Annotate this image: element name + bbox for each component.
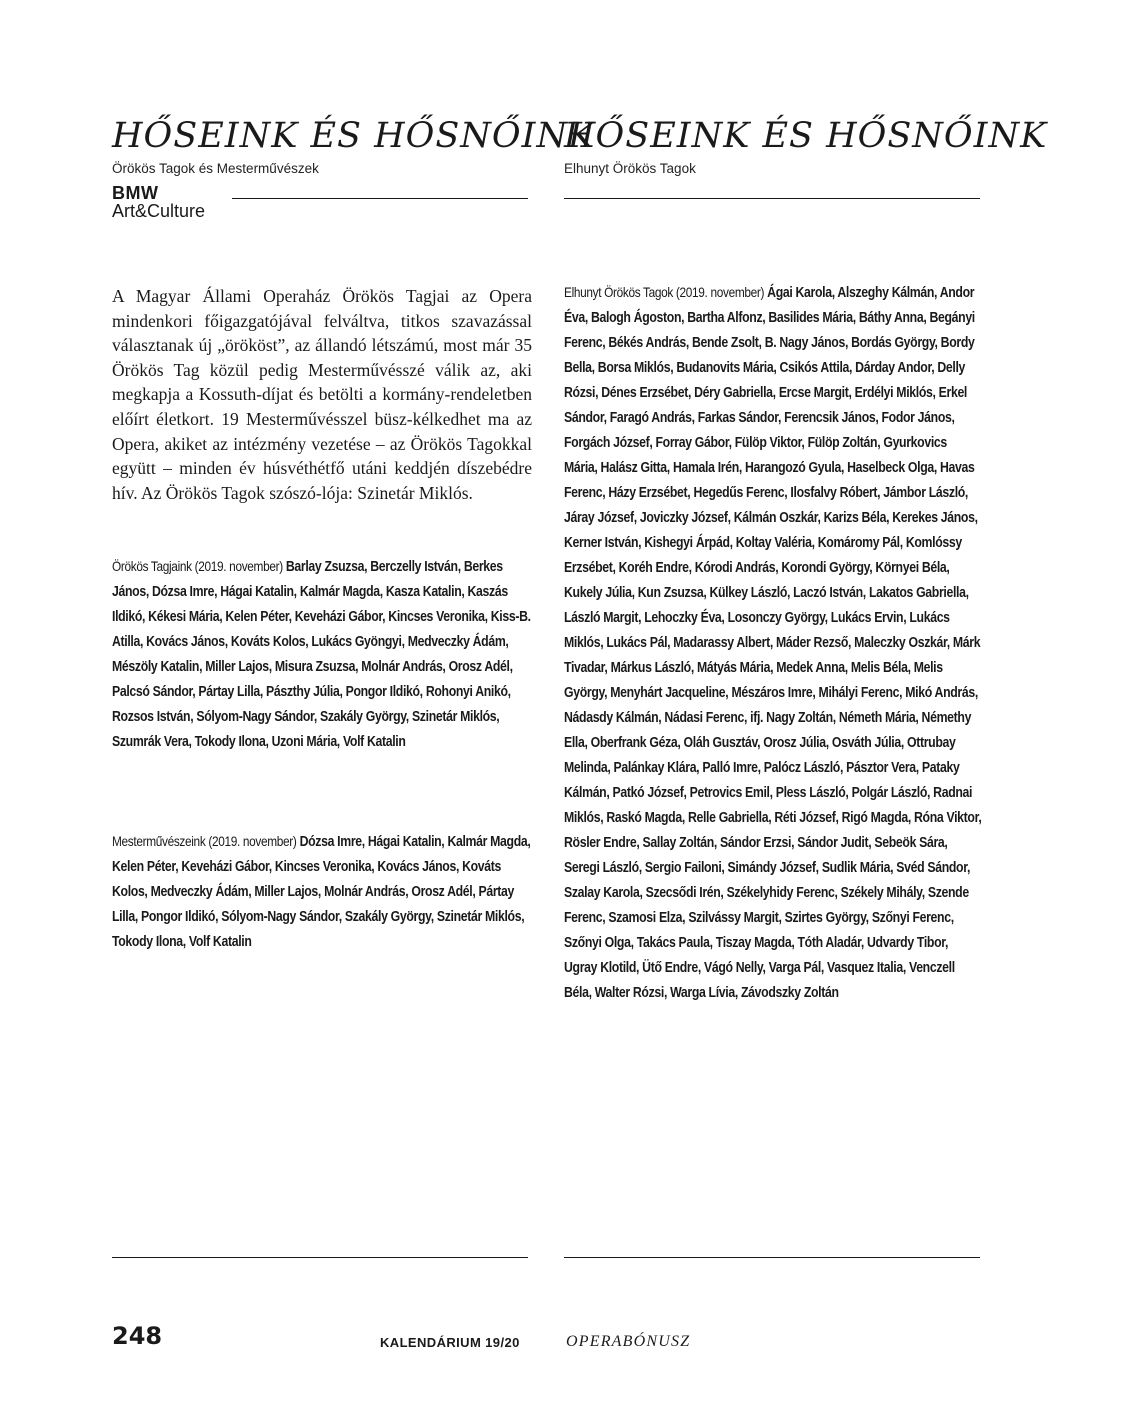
left-header-divider (232, 198, 528, 199)
left-page-subtitle: Örökös Tagok és Mesterművészek (112, 161, 319, 176)
bmw-art-culture-logo (112, 184, 205, 220)
brand-logo-top: BMW (112, 183, 159, 203)
left-page-title: HŐSEINK ÉS HŐSNŐINK (112, 116, 596, 156)
left-footer-divider (112, 1257, 528, 1258)
right-page-subtitle: Elhunyt Örökös Tagok (564, 161, 696, 176)
mesterművészek-list (112, 829, 533, 955)
intro-paragraph: A Magyar Állami Operaház Örökös Tagjai az Opera mindenkori főigazgatójával felváltva, titkos szavazással választanak új „örököst”, az állandó létszámú, most már 35 Örökös Tag közül pedig Mesterművésszé válik az, aki megkapja a Kossuth-díjat és betölti a kormány-rendeletben előírt életkort. 19 Mesterművésszel büsz-kélkedhet ma az Opera, akiket az intézmény vezetése – az Örökös Tagokkal együtt – minden év húsvéthétfő utáni keddjén díszebédre hív. Az Örökös Tagok szószó-lója: Szinetár Miklós. (112, 286, 532, 503)
oroku-tagok-list (112, 554, 533, 755)
right-column (564, 112, 1048, 1001)
brand-logo-bottom: Art&Culture (112, 201, 206, 221)
left-column (112, 112, 596, 950)
section-title: OPERABÓNUSZ (566, 1333, 691, 1350)
mesterművészek-names: Dózsa Imre, Hágai Katalin, Kalmár Magda, Kelen Péter, Keveházi Gábor, Kincses Veronika, Kovács János, Kováts Kolos, Medveczky Ádám, Miller Lajos, Molnár András, Orosz Adél, Pártay Lilla, Pongor Ildikó, Sólyom-Nagy Sándor, Szakály György, Szinetár Miklós, Tokody Ilona, Volf Katalin (112, 834, 531, 950)
right-page-title: HŐSEINK ÉS HŐSNŐINK (564, 116, 1048, 156)
oroku-tagok-label: Örökös Tagjaink (2019. november) (112, 559, 283, 574)
elhunyt-tagok-names: Ágai Karola, Alszeghy Kálmán, Andor Éva, Balogh Ágoston, Bartha Alfonz, Basilides Mária, Báthy Anna, Begányi Ferenc, Békés András, Bende Zsolt, B. Nagy János, Bordás György, Bordy Bella, Borsa Miklós, Budanovits Mária, Csikós Attila, Dárday Andor, Delly Rózsi, Dénes Erzsébet, Déry Gabriella, Ercse Margit, Erdélyi Miklós, Erkel Sándor, Faragó András, Farkas Sándor, Ferencsik János, Fodor János, Forgách József, Forray Gábor, Fülöp Viktor, Fülöp Zoltán, Gyurkovics Mária, Halász Gitta, Hamala Irén, Harangozó Gyula, Haselbeck Olga, Havas Ferenc, Házy Erzsébet, Hegedűs Ferenc, Ilosfalvy Róbert, Jámbor László, Járay József, Joviczky József, Kálmán Oszkár, Karizs Béla, Kerekes János, Kerner István, Kishegyi Árpád, Koltay Valéria, Komáromy Pál, Komlóssy Erzsébet, Koréh Endre, Kórodi András, Korondi György, Környei Béla, Kukely Júlia, Kun Zsuzsa, Külkey László, Laczó István, Lakatos Gabriella, László Margit, Lehoczky Éva, Losonczy György, Lukács Ervin, Lukács Miklós, Lukács Pál, Madarassy Albert, Máder Rezső, Maleczky Oszkár, Márk Tivadar, Márkus László, Mátyás Mária, Medek Anna, Melis Béla, Melis György, Menyhárt Jacqueline, Mészáros Imre, Mihályi Ferenc, Mikó András, Nádasdy Kálmán, Nádasi Ferenc, ifj. Nagy Zoltán, Németh Mária, Némethy Ella, Oberfrank Géza, Oláh Gusztáv, Orosz Júlia, Osváth Júlia, Ottrubay Melinda, Palánkay Klára, Palló Imre, Palócz László, Pásztor Vera, Pataky Kálmán, Patkó József, Petrovics Emil, Pless László, Polgár László, Radnai Miklós, Raskó Magda, Relle Gabriella, Réti József, Rigó Magda, Róna Viktor, Rösler Endre, Sallay Zoltán, Sándor Erzsi, Sándor Judit, Sebeök Sára, Seregi László, Sergio Failoni, Simándy József, Sudlik Mária, Svéd Sándor, Szalay Karola, Szecsődi Irén, Székelyhidy Ferenc, Székely Mihály, Szende Ferenc, Szamosi Elza, Szilvássy Margit, Szirtes György, Szőnyi Ferenc, Szőnyi Olga, Takács Paula, Tiszay Magda, Tóth Aladár, Udvardy Tibor, Ugray Klotild, Ütő Endre, Vágó Nelly, Varga Pál, Vasquez Italia, Venczell Béla, Walter Rózsi, Warga Lívia, Závodszky Zoltán (564, 285, 982, 1001)
brand-row (112, 184, 528, 224)
right-footer-divider (564, 1257, 980, 1258)
publication-title: KALENDÁRIUM 19/20 (380, 1335, 520, 1350)
oroku-tagok-names: Barlay Zsuzsa, Berczelly István, Berkes János, Dózsa Imre, Hágai Katalin, Kalmár Magda, Kasza Katalin, Kaszás Ildikó, Kékesi Mária, Kelen Péter, Keveházi Gábor, Kincses Veronika, Kiss-B. Atilla, Kovács János, Kováts Kolos, Lukács Gyöngyi, Medveczky Ádám, Mészöly Katalin, Miller Lajos, Misura Zsuzsa, Molnár András, Orosz Adél, Palcsó Sándor, Pártay Lilla, Pászthy Júlia, Pongor Ildikó, Rohonyi Anikó, Rozsos István, Sólyom-Nagy Sándor, Szakály György, Szinetár Miklós, Szumrák Vera, Tokody Ilona, Uzoni Mária, Volf Katalin (112, 559, 531, 750)
mesterművészek-label: Mesterművészeink (2019. november) (112, 834, 297, 849)
right-header-divider (564, 198, 980, 199)
page-number: 248 (112, 1322, 163, 1350)
elhunyt-tagok-list (564, 280, 983, 1006)
elhunyt-tagok-label: Elhunyt Örökös Tagok (2019. november) (564, 285, 765, 300)
right-header-row (564, 184, 980, 224)
